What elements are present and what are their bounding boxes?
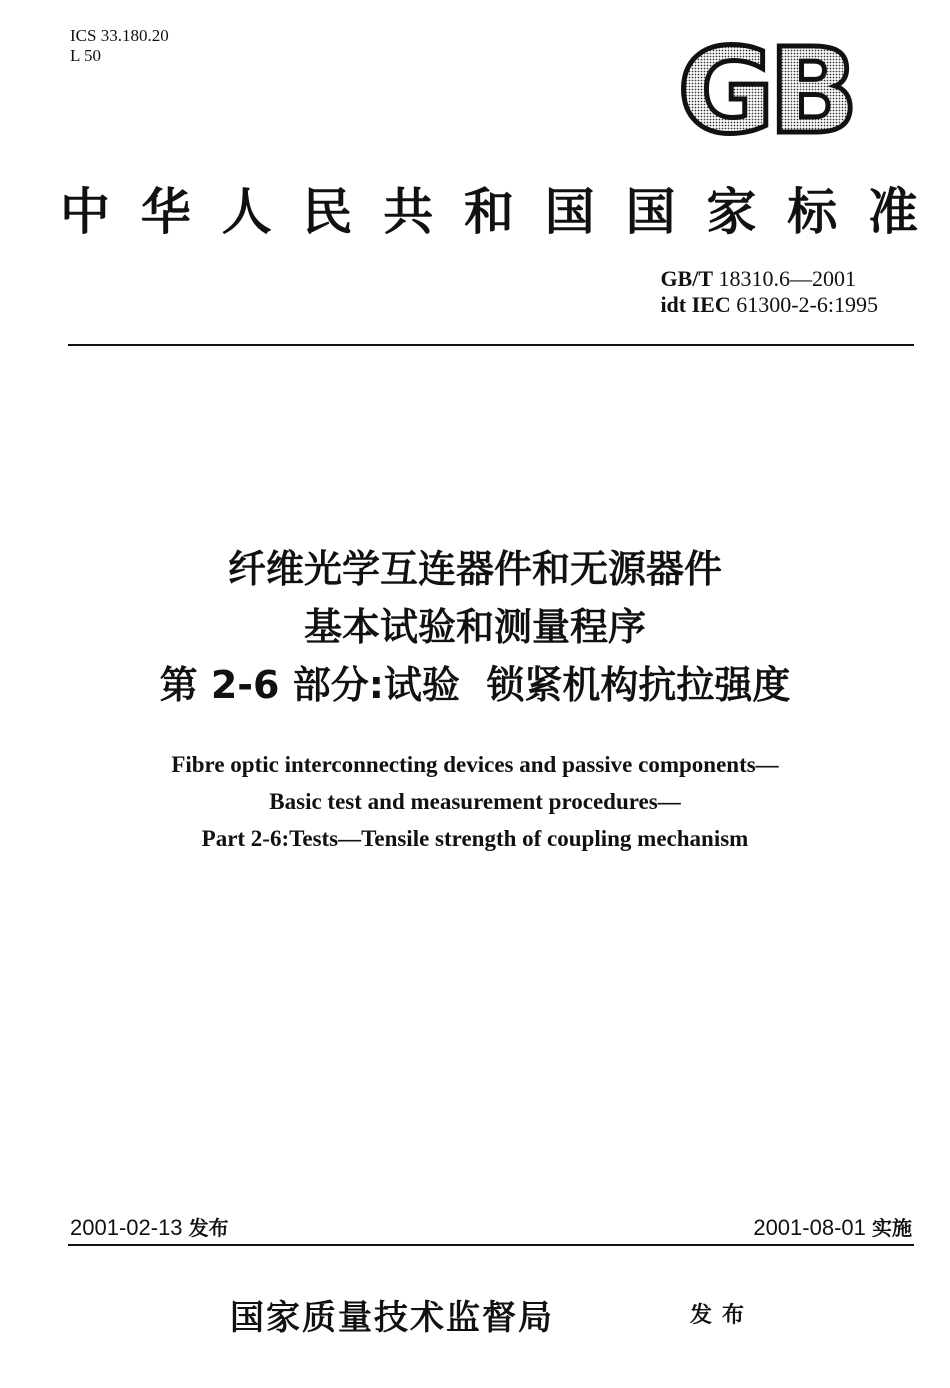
implement-label: 实施 xyxy=(872,1216,912,1240)
chinese-title-line3: 第 2-6 部分:试验 锁紧机构抗拉强度 xyxy=(159,663,791,707)
english-title-line2: Basic test and measurement procedures— xyxy=(269,789,681,814)
idt-number: 61300-2-6:1995 xyxy=(736,292,878,317)
issuing-action: 发布 xyxy=(690,1303,755,1328)
national-standard-heading: 中华人民共和国国家标准 xyxy=(60,182,920,241)
issue-date: 2001-02-13 xyxy=(70,1215,183,1240)
gb-logo-text: GB xyxy=(677,40,853,140)
bottom-divider xyxy=(68,1244,914,1246)
implement-date-block xyxy=(753,1212,912,1241)
ics-code: ICS 33.180.20 xyxy=(70,26,169,45)
standard-number-block xyxy=(660,266,878,318)
issue-label: 发布 xyxy=(188,1216,229,1240)
idt-prefix: idt IEC xyxy=(660,292,731,317)
issue-date-block xyxy=(70,1212,229,1241)
classification-codes xyxy=(70,26,169,66)
english-title-line3: Part 2-6:Tests—Tensile strength of coupling mechanism xyxy=(201,826,749,851)
issuing-authority: 国家质量技术监督局 xyxy=(230,1298,554,1338)
chinese-title-line2: 基本试验和测量程序 xyxy=(303,605,646,649)
chinese-title-line1: 纤维光学互连器件和无源器件 xyxy=(227,547,722,591)
gb-logo xyxy=(670,40,860,140)
implement-date: 2001-08-01 xyxy=(753,1215,866,1240)
top-divider xyxy=(68,344,914,346)
english-title-line1: Fibre optic interconnecting devices and passive components— xyxy=(171,752,779,777)
gb-number: 18310.6—2001 xyxy=(718,266,857,291)
gb-prefix: GB/T xyxy=(660,266,714,291)
ccs-code: L 50 xyxy=(70,46,102,65)
english-title xyxy=(0,746,950,857)
chinese-title xyxy=(0,540,950,714)
